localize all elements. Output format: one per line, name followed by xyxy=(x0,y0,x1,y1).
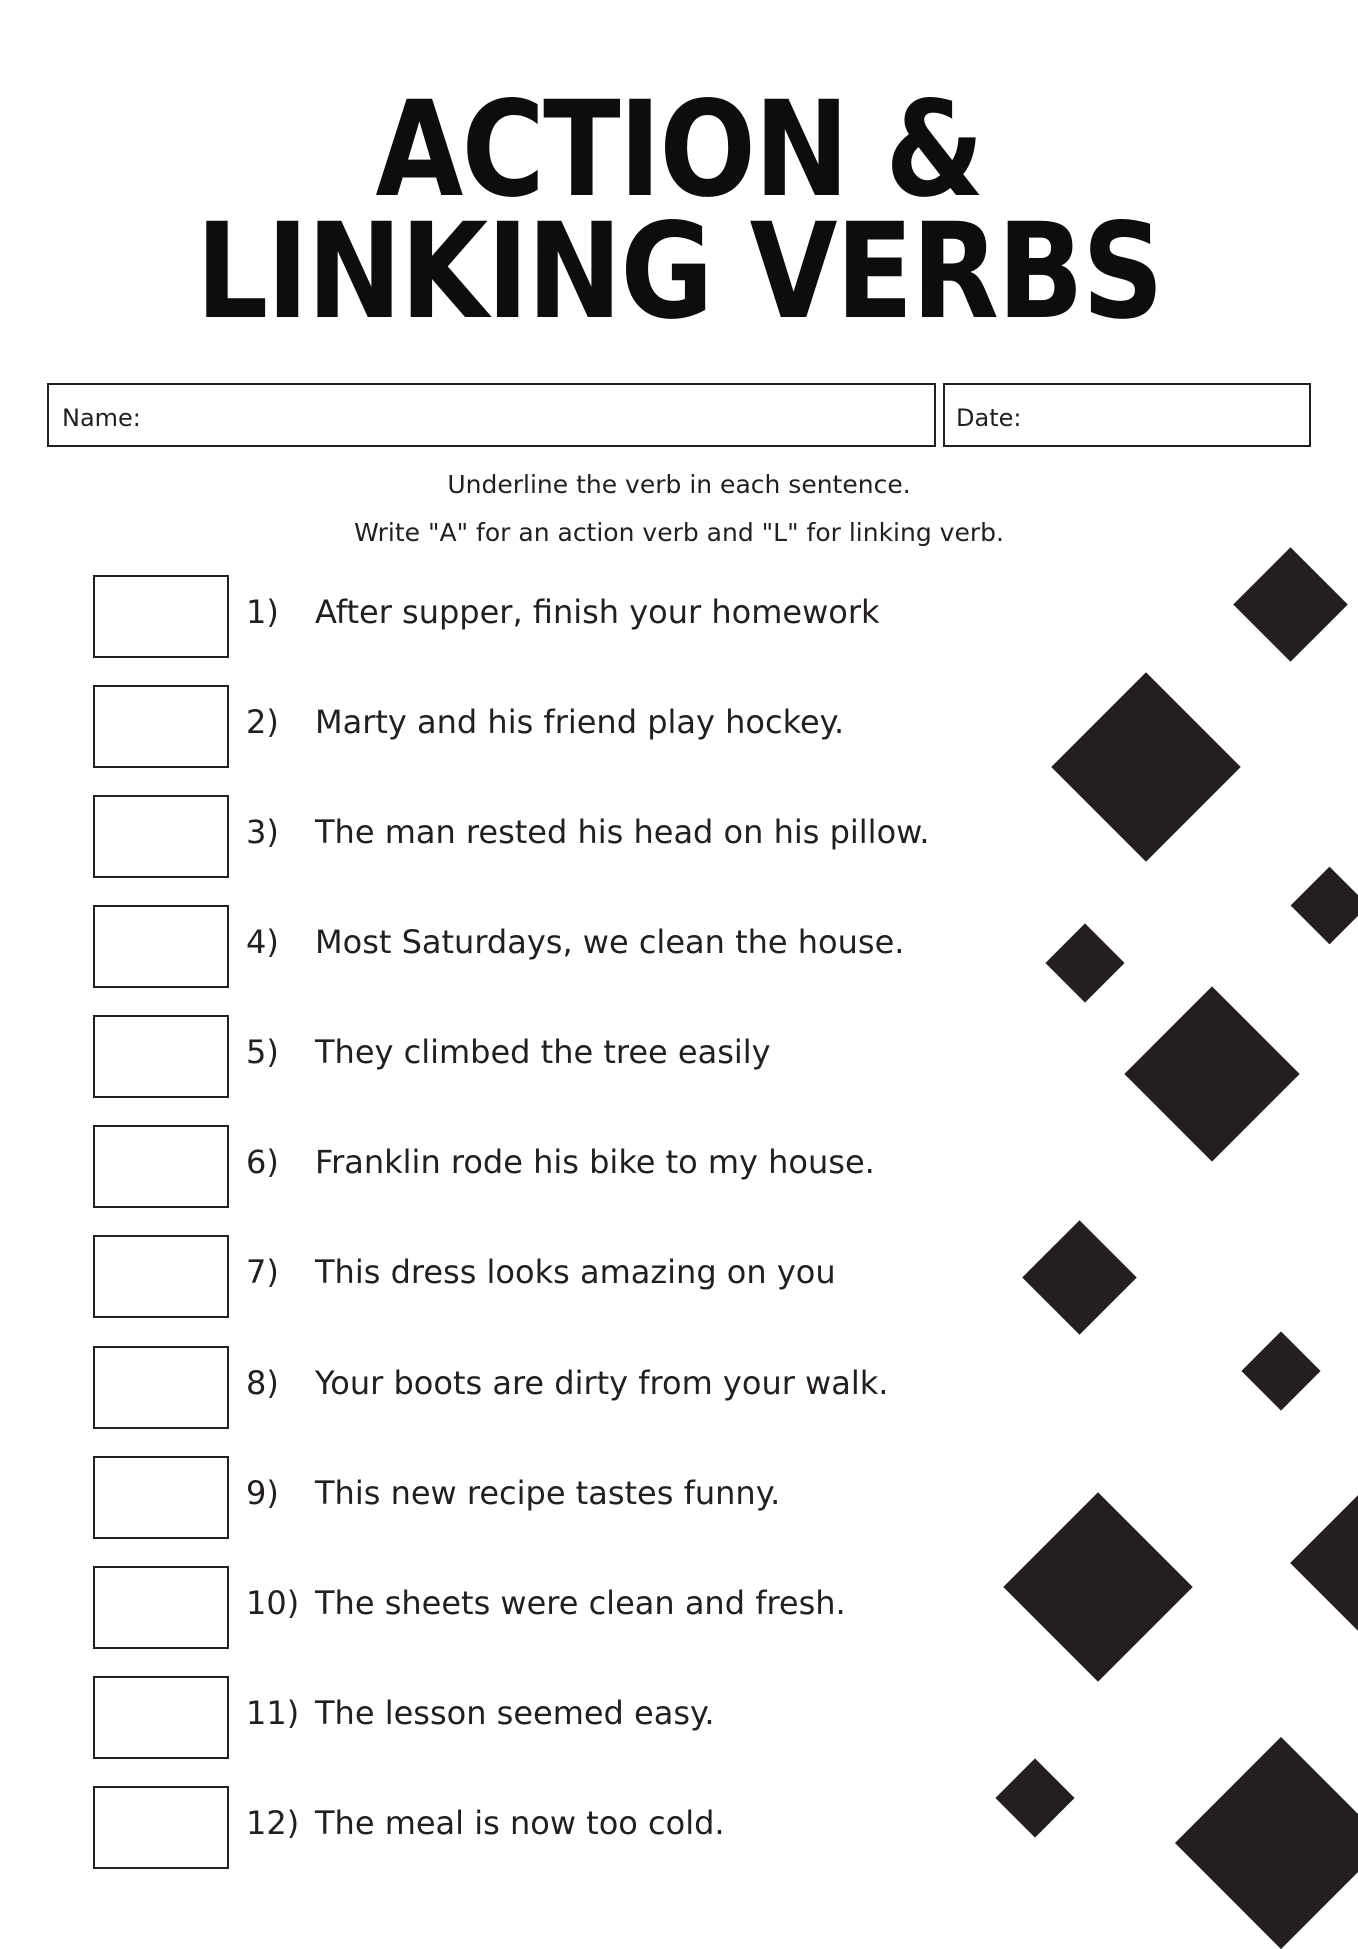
question-sentence: The sheets were clean and fresh. xyxy=(315,1584,846,1622)
instruction-underline: Underline the verb in each sentence. xyxy=(447,470,911,499)
question-number: 10) xyxy=(246,1584,300,1622)
question-row xyxy=(0,1346,1000,1430)
answer-box[interactable] xyxy=(93,1566,229,1649)
name-label: Name: xyxy=(62,404,141,432)
date-field[interactable] xyxy=(943,383,1311,447)
question-row xyxy=(0,1456,1000,1540)
question-row xyxy=(0,905,1000,989)
question-row xyxy=(0,1566,1000,1650)
answer-box[interactable] xyxy=(93,1235,229,1318)
decorative-diamond xyxy=(1022,1220,1137,1335)
question-row xyxy=(0,1015,1000,1099)
answer-box[interactable] xyxy=(93,1015,229,1098)
instruction-write-letter: Write "A" for an action verb and "L" for linking verb. xyxy=(354,518,1004,547)
question-row xyxy=(0,1125,1000,1209)
question-sentence: They climbed the tree easily xyxy=(315,1033,771,1071)
decorative-diamond xyxy=(1003,1492,1193,1682)
question-sentence: After supper, finish your homework xyxy=(315,593,880,631)
question-number: 11) xyxy=(246,1694,300,1732)
decorative-diamond xyxy=(1291,867,1358,945)
decorative-diamond xyxy=(1124,986,1299,1161)
decorative-diamond xyxy=(1051,672,1241,862)
question-number: 6) xyxy=(246,1143,279,1181)
question-sentence: The lesson seemed easy. xyxy=(315,1694,715,1732)
decorative-diamond xyxy=(995,1758,1074,1837)
question-number: 8) xyxy=(246,1364,279,1402)
question-number: 3) xyxy=(246,813,279,851)
answer-box[interactable] xyxy=(93,905,229,988)
date-label: Date: xyxy=(956,404,1022,432)
question-number: 9) xyxy=(246,1474,279,1512)
question-row xyxy=(0,575,1000,659)
question-row xyxy=(0,1235,1000,1319)
question-row xyxy=(0,795,1000,879)
question-sentence: Franklin rode his bike to my house. xyxy=(315,1143,875,1181)
question-number: 5) xyxy=(246,1033,279,1071)
answer-box[interactable] xyxy=(93,1456,229,1539)
question-row xyxy=(0,685,1000,769)
question-number: 7) xyxy=(246,1253,279,1291)
question-row xyxy=(0,1676,1000,1760)
answer-box[interactable] xyxy=(93,575,229,658)
answer-box[interactable] xyxy=(93,1125,229,1208)
answer-box[interactable] xyxy=(93,685,229,768)
question-sentence: This dress looks amazing on you xyxy=(315,1253,836,1291)
question-number: 2) xyxy=(246,703,279,741)
worksheet-title-line1: ACTION & xyxy=(375,73,983,227)
answer-box[interactable] xyxy=(93,1676,229,1759)
question-number: 1) xyxy=(246,593,279,631)
question-number: 12) xyxy=(246,1804,300,1842)
decorative-diamond xyxy=(1175,1737,1358,1949)
worksheet-title-line2: LINKING VERBS xyxy=(195,195,1163,349)
question-sentence: Your boots are dirty from your walk. xyxy=(315,1364,889,1402)
question-sentence: This new recipe tastes funny. xyxy=(315,1474,781,1512)
answer-box[interactable] xyxy=(93,1346,229,1429)
question-sentence: Most Saturdays, we clean the house. xyxy=(315,923,905,961)
question-number: 4) xyxy=(246,923,279,961)
answer-box[interactable] xyxy=(93,1786,229,1869)
question-sentence: The meal is now too cold. xyxy=(315,1804,725,1842)
decorative-diamond xyxy=(1290,1495,1358,1631)
question-row xyxy=(0,1786,1000,1870)
answer-box[interactable] xyxy=(93,795,229,878)
question-sentence: Marty and his friend play hockey. xyxy=(315,703,845,741)
name-field[interactable] xyxy=(47,383,936,447)
decorative-diamond xyxy=(1233,547,1348,662)
decorative-diamond xyxy=(1045,923,1124,1002)
question-sentence: The man rested his head on his pillow. xyxy=(315,813,930,851)
decorative-diamond xyxy=(1241,1331,1320,1410)
